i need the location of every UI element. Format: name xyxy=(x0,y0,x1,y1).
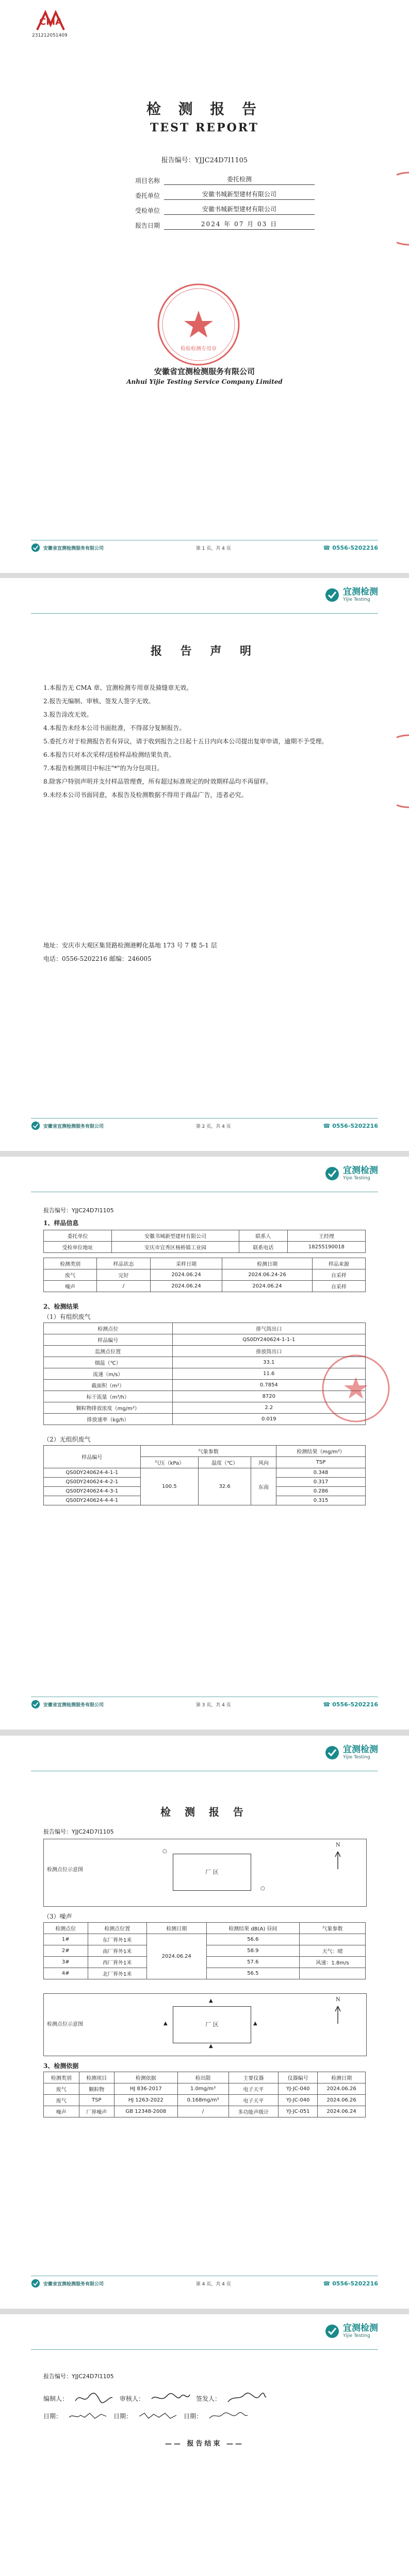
table-row: QS0DY240624-4-2-1 0.317 xyxy=(44,1478,366,1487)
list-item: 5.委托方对于检测报告若有异议，请于收到报告之日起十五日内向本公司提出复审申请，逾期不予受理。 xyxy=(43,738,328,745)
handwritten-date xyxy=(137,2410,178,2421)
cma-number: 231212051409 xyxy=(32,33,68,38)
table-row: 4# 北厂界外1米 56.5 xyxy=(44,1968,366,1979)
report-end: —— 报告结束 —— xyxy=(165,2440,244,2448)
point-diagram: 检测点位示意图 厂 区 ▲ ▲ ▲ ▲ N xyxy=(43,1993,367,2056)
page-cover xyxy=(0,0,409,573)
logo-icon xyxy=(31,1700,40,1709)
signature-image xyxy=(226,2392,267,2405)
logo-icon xyxy=(31,543,40,552)
footer: 安徽省宜测检测服务有限公司 第 1 页，共 4 页 ☎ 0556-5202216 xyxy=(31,542,378,553)
table-row: 噪声 / 2024.06.24 2024.06.24 自采样 xyxy=(44,1281,366,1292)
svg-text:检验检测专用章: 检验检测专用章 xyxy=(181,346,217,352)
header-logo: 宜测检测 Yijie Testing xyxy=(324,2324,378,2339)
point-marker: ▲ xyxy=(163,2021,168,2026)
list-item: 3.报告涂改无效。 xyxy=(43,711,93,718)
footer: 安徽省宜测检测服务有限公司 第 4 页，共 4 页 ☎ 0556-5202216 xyxy=(31,2278,378,2289)
footer: 安徽省宜测检测服务有限公司 第 2 页，共 4 页 ☎ 0556-5202216 xyxy=(31,1120,378,1131)
north-arrow-icon xyxy=(333,1850,343,1870)
page-statement xyxy=(0,578,409,1151)
seam-seal xyxy=(397,733,409,810)
handwritten-date xyxy=(207,2410,249,2421)
seam-seal xyxy=(397,170,409,247)
logo-icon xyxy=(31,2279,40,2288)
header-logo: 宜测检测 Yijie Testing xyxy=(324,1166,378,1181)
phone-icon: ☎ xyxy=(323,1701,331,1708)
cover-info xyxy=(98,170,315,230)
footer: 安徽省宜测检测服务有限公司 第 3 页，共 4 页 ☎ 0556-5202216 xyxy=(31,1699,378,1710)
company-seal xyxy=(155,281,242,368)
section-heading: 1、样品信息 xyxy=(43,1219,79,1227)
phone-icon: ☎ xyxy=(323,544,331,551)
table-row: 颗粒物排放浓度（mg/m³） 2.2 xyxy=(44,1402,366,1414)
north-arrow-icon xyxy=(333,2004,343,2025)
contact-info: 地址：安庆市大观区集贤路检测港孵化基地 173 号 7 楼 5-1 层 电话：0556-5202216 邮编：246005 xyxy=(43,942,217,962)
point-marker: ○ xyxy=(162,1849,167,1854)
table-row: 1# 东厂界外1米 2024.06.24 56.6 xyxy=(44,1934,366,1945)
subsection-heading: （2）无组织废气 xyxy=(43,1436,91,1443)
table-row: 截面积（m²） 0.7854 xyxy=(44,1380,366,1391)
table-header: 气压（kPa） 温度（℃） 风向 TSP xyxy=(44,1457,366,1468)
phone-icon: ☎ xyxy=(323,1122,331,1129)
list-item: 8.除客户特别声明并支付样品管理费，所有超过标准规定的时效期样品均不再留样。 xyxy=(43,778,272,785)
table-row: QS0DY240624-4-1-1 100.5 32.6 东南 0.348 xyxy=(44,1468,366,1478)
statement-list xyxy=(43,681,366,802)
cover-title: 检 测 报 告 xyxy=(146,100,263,117)
sample-table xyxy=(43,1258,366,1292)
cover-row: 委托单位 安徽书城新型建材有限公司 xyxy=(98,185,315,200)
logo-icon xyxy=(324,1166,340,1181)
table-row: 2# 南厂界外1米 58.9 天气：晴 xyxy=(44,1945,366,1957)
svg-text:CMA: CMA xyxy=(39,16,63,27)
table-header: 样品编号 气象参数 检测结果（mg/m³） xyxy=(44,1446,366,1457)
list-item: 7.本报告检测项目中标注"*"的为分包项目。 xyxy=(43,765,163,772)
logo-icon xyxy=(324,2324,340,2339)
noise-table xyxy=(43,1922,366,1979)
logo-icon xyxy=(324,587,340,603)
point-marker: ▲ xyxy=(209,1998,213,2004)
table-row: 受检单位地址 安庆市宜秀区杨桥镇工业园 联系电话 18255190018 xyxy=(44,1242,366,1253)
fugitive-table xyxy=(43,1445,366,1505)
table-row: 废气 完好 2024.06.24 2024.06.24-26 自采样 xyxy=(44,1269,366,1281)
cover-report-number: 报告编号：YJJC24D7I1105 xyxy=(161,157,248,164)
page-title: 检 测 报 告 xyxy=(160,1806,249,1818)
table-row: QS0DY240624-4-4-1 0.315 xyxy=(44,1496,366,1505)
report-number: 报告编号：YJJC24D7I1105 xyxy=(43,1828,114,1835)
report-number: 报告编号：YJJC24D7I1105 xyxy=(43,2373,114,2380)
logo-icon xyxy=(31,1121,40,1130)
table-row: 3# 西厂界外1米 57.6 风速：1.8m/s xyxy=(44,1957,366,1968)
basis-table xyxy=(43,2072,366,2117)
company-seal xyxy=(320,1352,392,1425)
list-item: 9.未经本公司书面同意，本报告及检测数据不得用于商品广告，违者必究。 xyxy=(43,791,248,799)
section-heading: 2、检测结果 xyxy=(43,1303,79,1310)
list-item: 4.本报告未经本公司书面批准，不得部分复制报告。 xyxy=(43,724,186,732)
table-row: 委托单位 安徽书城新型建材有限公司 联系人 王经理 xyxy=(44,1230,366,1242)
cover-title-en: TEST REPORT xyxy=(150,121,259,134)
page-results-2 xyxy=(0,1736,409,2309)
point-marker: ○ xyxy=(260,1886,265,1891)
cover-row: 报告日期 2024 年 07 月 03 日 xyxy=(98,215,315,230)
table-header: 检测类别 样品状态 采样日期 检测日期 样品来源 xyxy=(44,1258,366,1269)
report-number: 报告编号：YJJC24D7I1105 xyxy=(43,1207,114,1214)
cover-company: 安徽省宜测检测服务有限公司 xyxy=(154,367,255,376)
logo-icon xyxy=(324,1745,340,1760)
gas-table xyxy=(43,1323,366,1425)
list-item: 1.本报告无 CMA 章、宜测检测专用章及骑缝章无效。 xyxy=(43,684,193,691)
point-marker: ▲ xyxy=(209,2043,213,2049)
cover-row: 项目名称 委托检测 xyxy=(98,170,315,185)
table-row: 噪声 厂界噪声 GB 12348-2008 / 多功能声级计 YJ-JC-051 2024.06.24 xyxy=(44,2106,366,2117)
subsection-heading: （3）噪声 xyxy=(43,1913,72,1920)
factory-outline: 厂 区 xyxy=(173,1854,251,1891)
list-item: 2.报告无编制、审核、签发人签字无效。 xyxy=(43,698,155,705)
cma-logo xyxy=(35,9,75,32)
header-logo: 宜测检测 Yijie Testing xyxy=(324,587,378,603)
page-results-1 xyxy=(0,1157,409,1730)
list-item: 6.本报告只对本次采样/送检样品检测结果负责。 xyxy=(43,751,175,758)
page-signoff xyxy=(0,2314,409,2576)
statement-title: 报 告 声 明 xyxy=(151,645,258,658)
table-header: 检测点位 排气筒出口 xyxy=(44,1323,366,1334)
table-row: 烟温（℃） 33.1 xyxy=(44,1357,366,1368)
table-header: 检测点位 检测点位置 检测日期 检测结果 dB(A) 昼间 气象参数 xyxy=(44,1923,366,1934)
table-row: 样品编号 QS0DY240624-1-1-1 xyxy=(44,1334,366,1346)
factory-outline: 厂 区 xyxy=(173,2006,251,2043)
table-row: 废气 TSP HJ 1263-2022 0.168mg/m³ 电子天平 YJ-JC-040 2024.06.26 xyxy=(44,2095,366,2106)
handwritten-date xyxy=(67,2410,108,2421)
table-row: QS0DY240624-4-3-1 0.286 xyxy=(44,1487,366,1496)
section-heading: 3、检测依据 xyxy=(43,2062,79,2070)
cover-row: 受检单位 安徽书城新型建材有限公司 xyxy=(98,200,315,215)
phone-icon: ☎ xyxy=(323,2280,331,2287)
signature-image xyxy=(150,2392,191,2405)
point-diagram: 检测点位示意图 厂 区 ○ ○ N xyxy=(43,1839,367,1907)
table-row: 监测点位置 排放筒出口 xyxy=(44,1346,366,1357)
subsection-heading: （1）有组织废气 xyxy=(43,1313,91,1320)
table-row: 废气 颗粒物 HJ 836-2017 1.0mg/m³ 电子天平 YJ-JC-040 2024.06.26 xyxy=(44,2083,366,2095)
signature-row: 编制人： 审核人： 签发人： xyxy=(43,2392,267,2405)
date-row: 日期： 日期： 日期： xyxy=(43,2410,249,2421)
signature-image xyxy=(73,2392,114,2405)
cover-company-en: Anhui Yijie Testing Service Company Limited xyxy=(126,378,283,385)
table-row: 排放速率（kg/h） 0.019 xyxy=(44,1414,366,1425)
info-table xyxy=(43,1230,366,1253)
table-header: 检测类别 检测项目 检测依据 检出限 主要仪器 仪器编号 检测日期 xyxy=(44,2072,366,2083)
table-row: 标干流量（m³/h） 8720 xyxy=(44,1391,366,1402)
header-logo: 宜测检测 Yijie Testing xyxy=(324,1745,378,1760)
point-marker: ▲ xyxy=(253,2021,257,2026)
table-row: 流速（m/s） 11.6 xyxy=(44,1368,366,1380)
